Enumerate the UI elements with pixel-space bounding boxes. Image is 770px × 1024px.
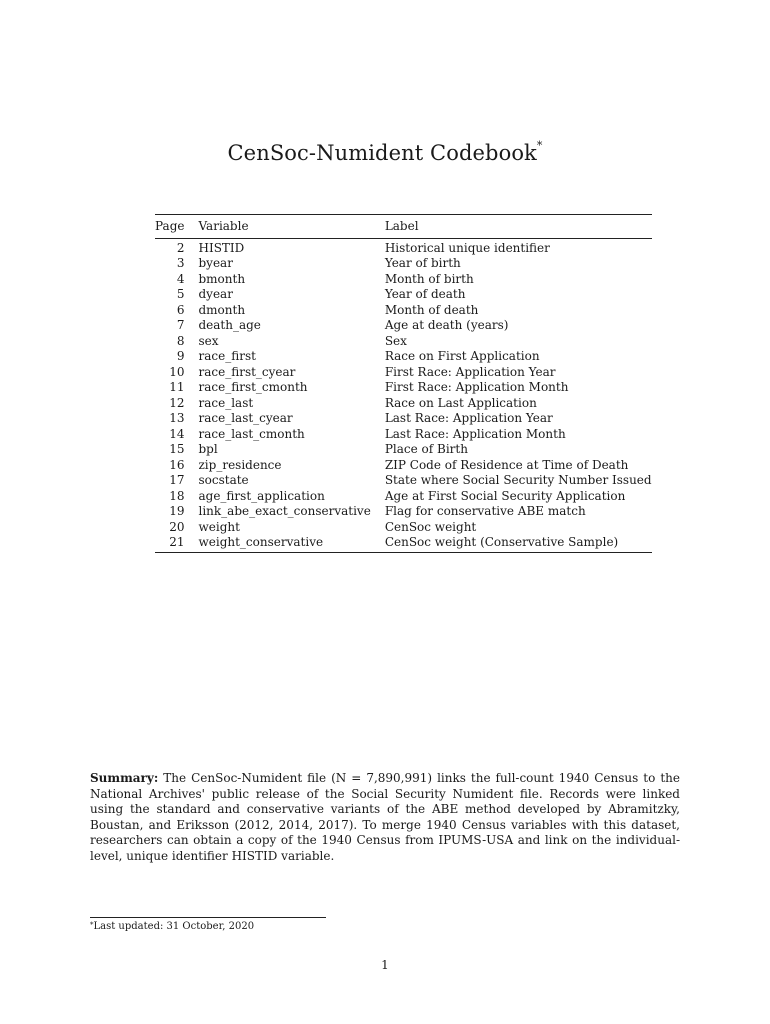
cell-label: Flag for conservative ABE match — [384, 504, 586, 518]
cell-variable: weight_conservative — [184, 535, 370, 552]
cell-label: Last Race: Application Month — [384, 426, 566, 441]
table-row — [155, 287, 652, 303]
summary-lead: Summary: — [90, 771, 159, 785]
cell-page: 13 — [169, 411, 185, 425]
cell-label: First Race: Application Month — [384, 380, 569, 394]
cell-variable: dmonth — [198, 302, 246, 317]
cell-page: 11 — [169, 380, 185, 394]
table-row — [155, 303, 652, 319]
cell-page: 10 — [169, 364, 185, 379]
cell-page: 18 — [169, 488, 185, 503]
table-row — [155, 238, 652, 256]
cell-label: Month of birth — [384, 271, 474, 286]
cell-label: Year of birth — [384, 256, 461, 270]
table-row — [155, 458, 652, 474]
cell-page: 2 — [176, 240, 185, 255]
cell-variable: race_first_cmonth — [198, 380, 308, 394]
footnote-mark: * — [90, 921, 94, 929]
cell-variable: bpl — [198, 442, 218, 456]
cell-variable: link_abe_exact_conservative — [198, 504, 371, 518]
cell-label: CenSoc weight — [384, 519, 477, 534]
table-row — [155, 334, 652, 350]
cell-variable: death_age — [198, 318, 261, 332]
cell-page: 6 — [176, 302, 185, 317]
cell-page: 12 — [169, 395, 185, 410]
table-row — [155, 411, 652, 427]
cell-label: First Race: Application Year — [384, 364, 556, 379]
cell-variable: socstate — [198, 473, 249, 487]
header-label: Label — [371, 215, 652, 239]
document-title — [0, 141, 770, 165]
table-row — [155, 473, 652, 489]
table-row — [155, 489, 652, 505]
cell-page: 5 — [176, 287, 185, 301]
cell-label: ZIP Code of Residence at Time of Death — [384, 457, 629, 472]
summary-text: The CenSoc-Numident file (N = 7,890,991) links the full-count 1940 Census to the National Archives' public release of the Social Security Numident file. Records were linked using the standard and conservative variants of the ABE method developed by Abramitzky, Boustan, and Eriksson (2012, 2014, 2017). To merge 1940 Census variables with this dataset, researchers can obtain a copy of the 1940 Census from IPUMS-USA and link on the individual-level, unique identifier HISTID variable. — [90, 771, 680, 863]
cell-variable: bmonth — [198, 271, 246, 286]
cell-variable: race_first_cyear — [198, 364, 296, 379]
page-number: 1 — [381, 958, 389, 972]
cell-variable: race_first — [198, 349, 256, 363]
title-footnote-mark: * — [536, 139, 543, 152]
table-header-row — [155, 215, 652, 239]
cell-label: Year of death — [384, 287, 466, 301]
cell-label: Month of death — [384, 302, 479, 317]
cell-variable: dyear — [198, 287, 233, 301]
table-row — [155, 349, 652, 365]
cell-page: 19 — [169, 504, 185, 518]
footnote-divider — [90, 917, 326, 918]
table-row — [155, 504, 652, 520]
cell-page: 15 — [169, 442, 185, 456]
cell-variable: HISTID — [198, 240, 245, 255]
codebook-table — [155, 214, 652, 553]
table-row — [155, 318, 652, 334]
cell-label: Race on Last Application — [384, 395, 537, 410]
cell-variable: zip_residence — [198, 457, 282, 472]
cell-variable: race_last — [198, 395, 254, 410]
table-row — [155, 365, 652, 381]
cell-page: 17 — [169, 473, 185, 487]
cell-label: CenSoc weight (Conservative Sample) — [371, 535, 652, 552]
cell-page: 14 — [169, 426, 185, 441]
table-row — [155, 442, 652, 458]
footnote-text: Last updated: 31 October, 2020 — [93, 921, 255, 932]
table-row — [155, 256, 652, 272]
table-row — [155, 380, 652, 396]
cell-label: Last Race: Application Year — [384, 411, 553, 425]
cell-page: 9 — [176, 349, 185, 363]
cell-page: 20 — [169, 519, 185, 534]
cell-variable: weight — [198, 519, 240, 534]
table-row — [155, 535, 652, 552]
cell-page: 21 — [155, 535, 184, 552]
cell-label: Age at First Social Security Application — [384, 488, 626, 503]
cell-variable: byear — [198, 256, 233, 270]
cell-page: 3 — [176, 256, 185, 270]
cell-variable: race_last_cmonth — [198, 426, 305, 441]
cell-page: 4 — [176, 271, 185, 286]
table-body — [155, 238, 652, 552]
footnote — [90, 921, 254, 932]
cell-page: 16 — [169, 457, 185, 472]
cell-label: Sex — [384, 333, 407, 348]
document-title-text: CenSoc-Numident Codebook — [227, 141, 537, 165]
cell-label: State where Social Security Number Issued — [384, 473, 652, 487]
cell-label: Race on First Application — [384, 349, 540, 363]
cell-variable: sex — [198, 333, 219, 348]
cell-variable: race_last_cyear — [198, 411, 293, 425]
table-row — [155, 396, 652, 412]
cell-page: 7 — [176, 318, 185, 332]
table-header — [155, 215, 652, 239]
table-row — [155, 427, 652, 443]
header-variable: Variable — [184, 215, 370, 239]
cell-variable: age_first_application — [198, 488, 325, 503]
header-page: Page — [155, 215, 184, 239]
table-row — [155, 272, 652, 288]
summary-paragraph — [90, 771, 680, 865]
table-row — [155, 520, 652, 536]
cell-label: Historical unique identifier — [384, 240, 550, 255]
cell-label: Age at death (years) — [384, 318, 509, 332]
cell-page: 8 — [176, 333, 185, 348]
cell-label: Place of Birth — [384, 442, 468, 456]
